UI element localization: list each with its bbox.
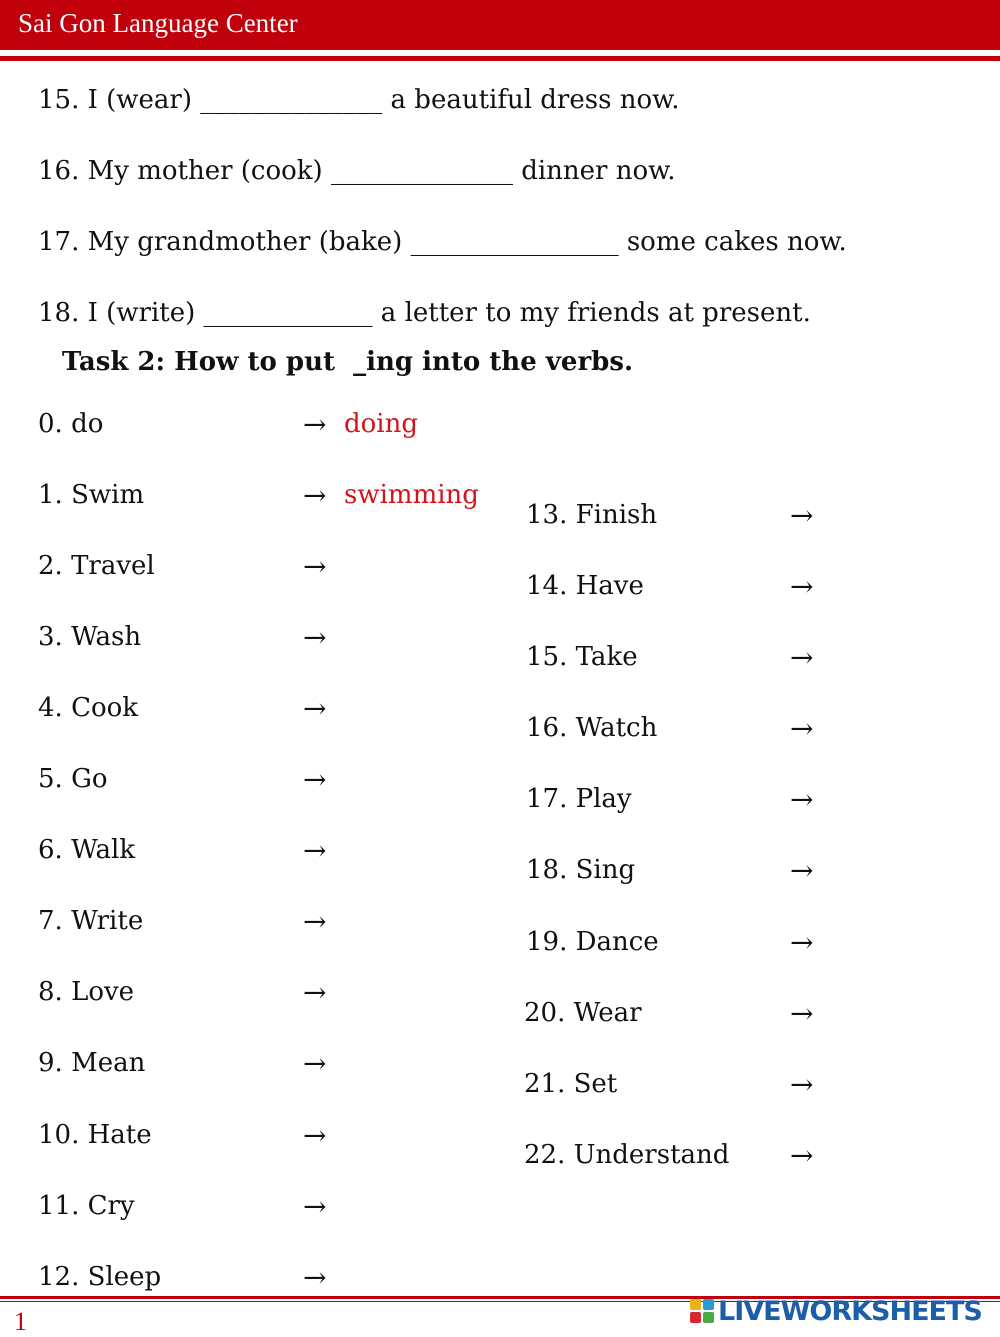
arrow-icon: → [790,641,814,674]
verb-item-1: 1. Swim [38,480,145,510]
verb-item-13: 13. Finish [526,500,658,530]
arrow-icon: → [303,479,327,512]
arrow-icon: → [303,1047,327,1080]
liveworksheets-logo[interactable] [690,1296,982,1326]
arrow-icon: → [790,712,814,745]
verb-item-9: 9. Mean [38,1048,146,1078]
arrow-icon: → [790,1139,814,1172]
verb-item-19: 19. Dance [526,927,659,957]
arrow-icon: → [790,1068,814,1101]
verb-item-10: 10. Hate [38,1120,152,1150]
verb-item-14: 14. Have [526,571,644,601]
arrow-icon: → [303,550,327,583]
page-number: 1 [14,1307,27,1336]
arrow-icon: → [303,834,327,867]
exercise-line-18: 18. I (write) _____________ a letter to my friends at present. [38,298,811,328]
arrow-icon: → [790,570,814,603]
liveworksheets-brand-text: LIVEWORKSHEETS [718,1295,982,1327]
header-rule [0,56,1000,61]
verb-item-5: 5. Go [38,764,108,794]
arrow-icon: → [303,1190,327,1223]
verb-item-22: 22. Understand [524,1140,730,1170]
verb-item-15: 15. Take [526,642,638,672]
exercise-line-17: 17. My grandmother (bake) ________________ some cakes now. [38,227,847,257]
verb-item-20: 20. Wear [524,998,642,1028]
verb-item-21: 21. Set [524,1069,618,1099]
header-bar [0,0,1000,50]
verb-item-4: 4. Cook [38,693,139,723]
answer-0: doing [344,409,419,439]
arrow-icon: → [790,854,814,887]
arrow-icon: → [790,997,814,1030]
verb-item-16: 16. Watch [526,713,658,743]
verb-item-0: 0. do [38,409,104,439]
exercise-line-16: 16. My mother (cook) ______________ dinner now. [38,156,676,186]
verb-item-17: 17. Play [526,784,632,814]
header-title: Sai Gon Language Center [18,8,298,38]
verb-item-18: 18. Sing [526,855,636,885]
arrow-icon: → [303,408,327,441]
arrow-icon: → [790,499,814,532]
liveworksheets-logo-icon [690,1299,714,1323]
arrow-icon: → [303,905,327,938]
verb-item-6: 6. Walk [38,835,136,865]
verb-item-7: 7. Write [38,906,144,936]
task-2-title: Task 2: How to put _ing into the verbs. [62,347,634,377]
answer-1: swimming [344,480,479,510]
arrow-icon: → [303,763,327,796]
arrow-icon: → [303,976,327,1009]
verb-item-3: 3. Wash [38,622,142,652]
verb-item-12: 12. Sleep [38,1262,162,1292]
verb-item-2: 2. Travel [38,551,155,581]
verb-item-8: 8. Love [38,977,135,1007]
arrow-icon: → [303,621,327,654]
arrow-icon: → [790,926,814,959]
verb-item-11: 11. Cry [38,1191,135,1221]
exercise-line-15: 15. I (wear) ______________ a beautiful dress now. [38,85,680,115]
arrow-icon: → [303,1261,327,1294]
arrow-icon: → [790,783,814,816]
arrow-icon: → [303,1119,327,1152]
arrow-icon: → [303,692,327,725]
